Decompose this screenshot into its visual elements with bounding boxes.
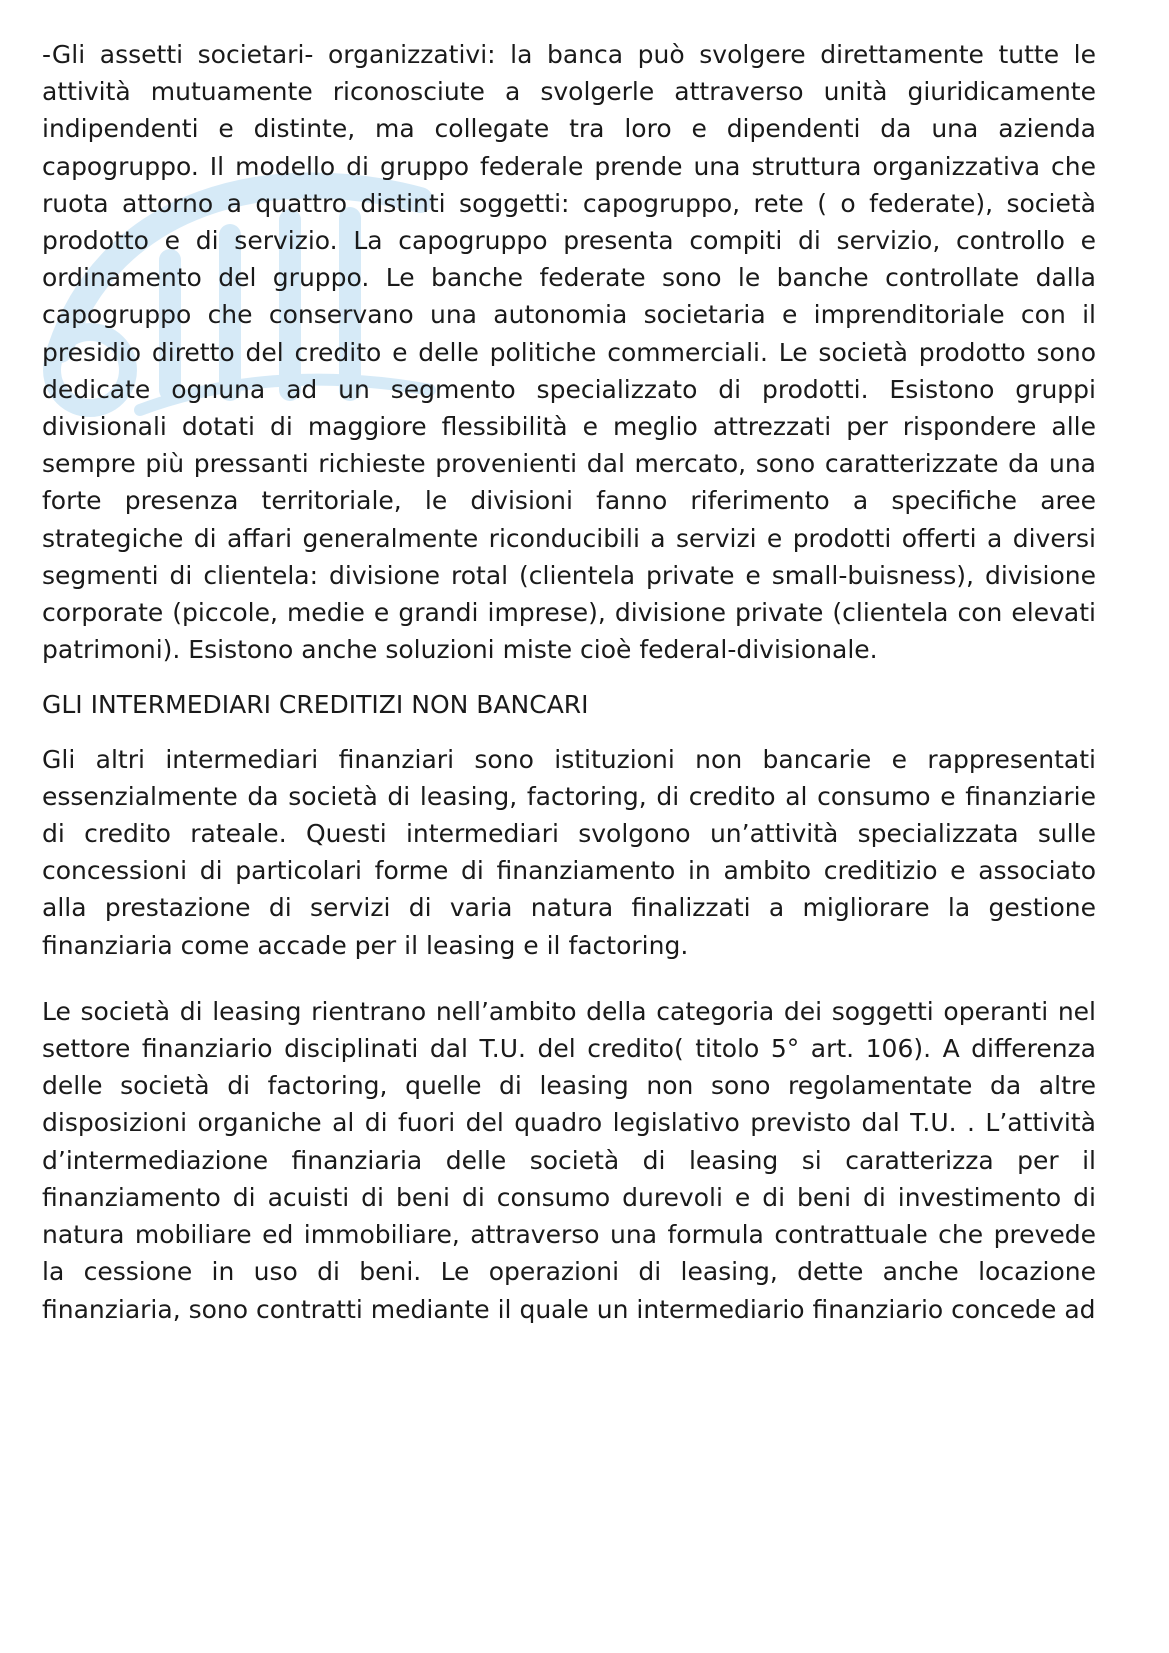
paragraph-assetti-societari: -Gli assetti societari- organizzativi: la banca può svolgere direttamente tutte le attività mutuamente riconosciute a svolgerle attraverso unità giuridicamente indipendenti e distinte, ma collegate tra loro e dipendenti da una azienda capogruppo. Il modello di gruppo federale prende una struttura organizzativa che ruota attorno a quattro distinti soggetti: capogruppo, rete ( o federate), società prodotto e di servizio. La capogruppo presenta compiti di servizio, controllo e ordinamento del gruppo. Le banche federate sono le banche controllate dalla capogruppo che conservano una autonomia societaria e imprenditoriale con il presidio diretto del credito e delle politiche commerciali. Le società prodotto sono dedicate ognuna ad un segmento specializzato di prodotti. Esistono gruppi divisionali dotati di maggiore flessibilità e meglio attrezzati per rispondere alle sempre più pressanti richieste provenienti dal mercato, sono caratterizzate da una forte presenza territoriale, le divisioni fanno riferimento a specifiche aree strategiche di affari generalmente riconducibili a servizi e prodotti offerti a diversi segmenti di clientela: divisione rotal (clientela private e small-buisness), divisione corporate (piccole, medie e grandi imprese), divisione private (clientela con elevati patrimoni). Esistono anche soluzioni miste cioè federal-divisionale. (42, 40, 1096, 665)
paragraph-altri-intermediari: Gli altri intermediari finanziari sono istituzioni non bancarie e rappresentati essenzialmente da società di leasing, factoring, di credito al consumo e finanziarie di credito rateale. Questi intermediari svolgono un’attività specializzata sulle concessioni di particolari forme di finanziamento in ambito creditizio e associato alla prestazione di servizi di varia natura finalizzati a migliorare la gestione finanziaria come accade per il leasing e il factoring. (42, 744, 1096, 960)
paragraph-societa-leasing: Le società di leasing rientrano nell’ambito della categoria dei soggetti operanti nel settore finanziario disciplinati dal T.U. del credito( titolo 5° art. 106). A differenza delle società di factoring, quelle di leasing non sono regolamentate da altre disposizioni organiche al di fuori del quadro legislativo previsto dal T.U. . L’attività d’intermediazione finanziaria delle società di leasing si caratterizza per il finanziamento di acuisti di beni di consumo durevoli e di beni di investimento di natura mobiliare ed immobiliare, attraverso una formula contrattuale che prevede la cessione in uso di beni. Le operazioni di leasing, dette anche locazione finanziaria, sono contratti mediante il quale un intermediario finanziario concede ad (42, 996, 1096, 1324)
section-heading: GLI INTERMEDIARI CREDITIZI NON BANCARI (42, 690, 589, 720)
document-body (42, 36, 1096, 1328)
